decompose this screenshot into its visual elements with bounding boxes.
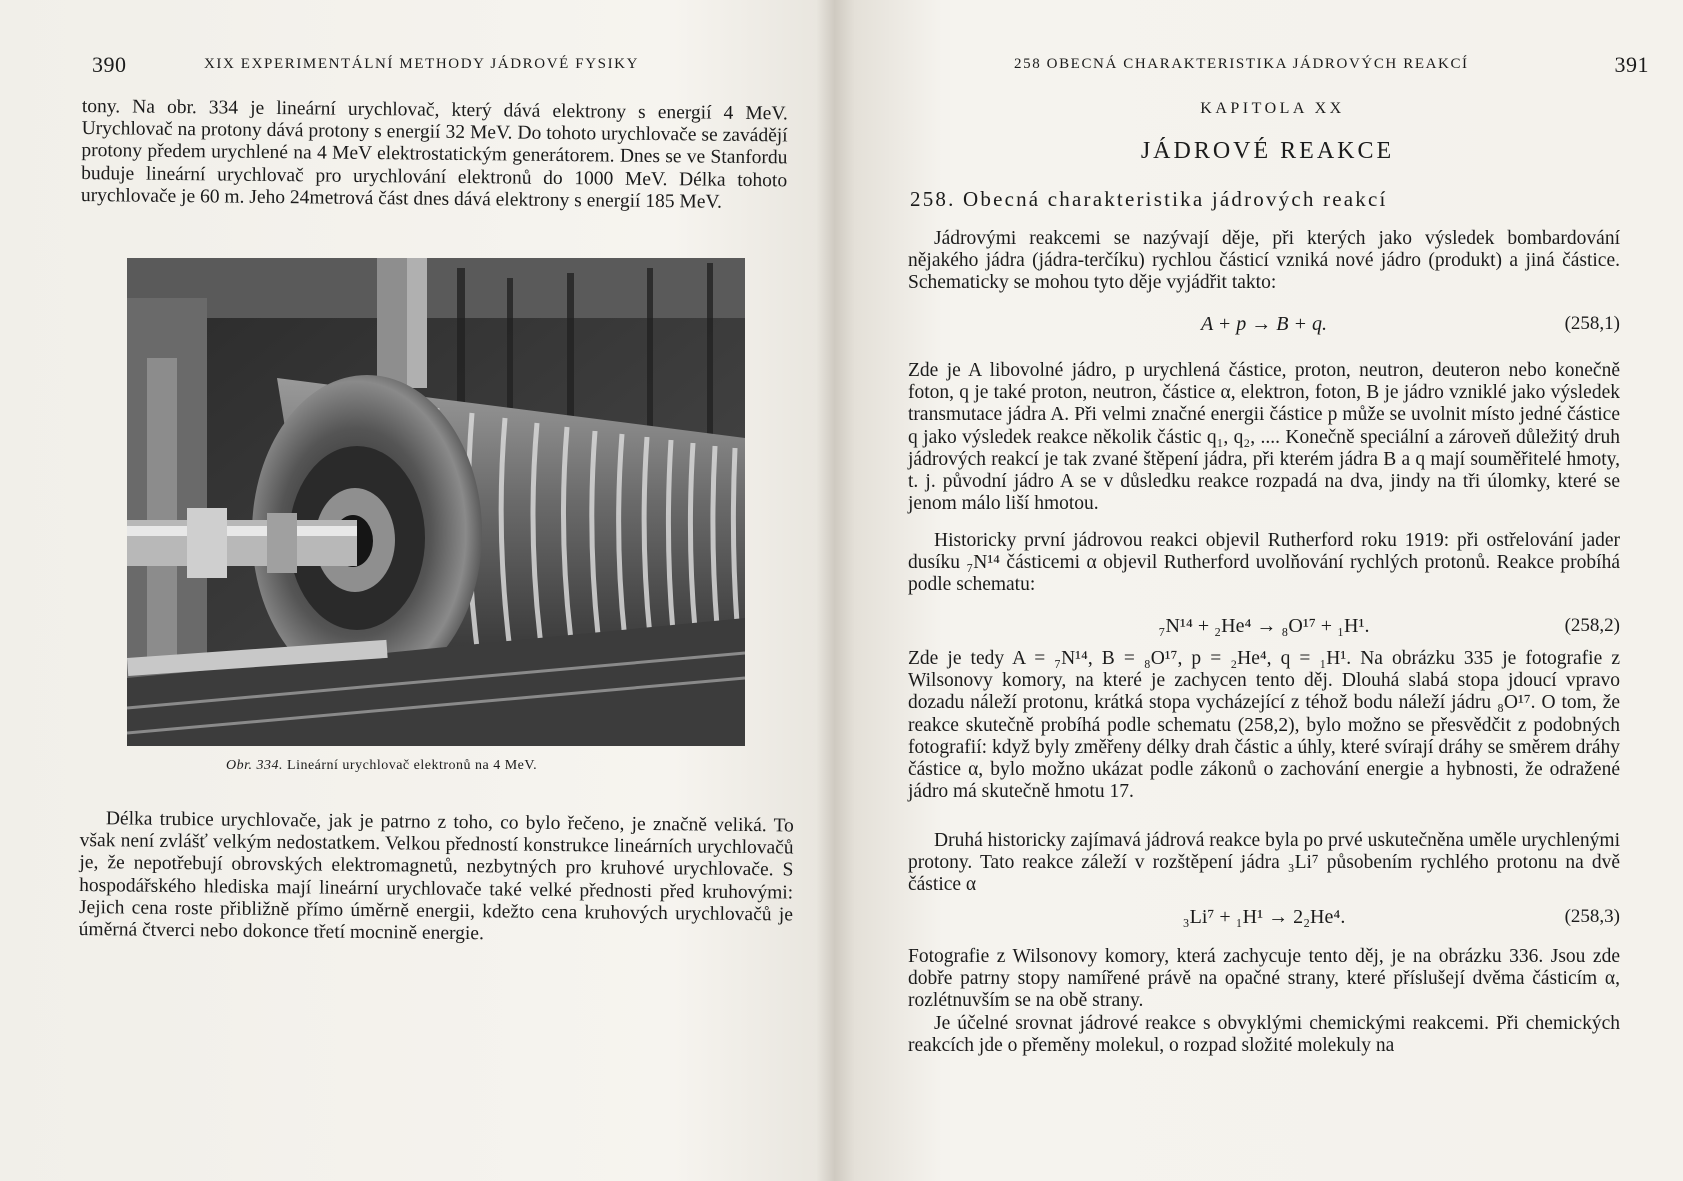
left-top-text: tony. Na obr. 334 je lineární urychlovač, který dává elektrony s energií 4 MeV. Urychlovač na protony dává protony s energií 32 MeV. Do tohoto urychlovače se zavádějí protony předem urychlené na 4 MeV elektrostatickým generátorem. Dnes se ve Stanfordu buduje lineární urychlovač pro urychlování elektronů do 1000 MeV. Délka tohoto urychlovače je 60 m. Jeho 24metrová část dnes dává elektrony s energií 185 MeV.	[80, 96, 788, 213]
figure-caption-text: Lineární urychlovač elektronů na 4 MeV.	[287, 758, 538, 773]
equation-258-1	[908, 313, 1620, 339]
paragraph-2	[908, 360, 1620, 515]
paragraph-1	[908, 228, 1620, 295]
left-running-title: XIX EXPERIMENTÁLNÍ METHODY JÁDROVÉ FYSIKY	[204, 56, 640, 72]
left-bottom-paragraph	[79, 808, 794, 949]
left-page-number: 390	[92, 52, 127, 77]
paragraph-6-text: Fotografie z Wilsonovy komory, která zachycuje tento děj, je na obrázku 336. Jsou zde dobře patrny stopy namířené právě na opačné strany, které příslušejí dvěma částicím α, rozlétnuvším se na obě strany.	[908, 946, 1620, 1012]
equation-258-1-expression: A + p → B + q.	[1200, 313, 1328, 335]
paragraph-6-7	[908, 946, 1620, 1057]
equation-258-3-number: (258,3)	[1564, 906, 1620, 927]
chapter-title: JÁDROVÉ REAKCE	[1140, 138, 1395, 164]
equation-258-1-number: (258,1)	[1564, 313, 1620, 334]
right-running-head	[842, 52, 1683, 82]
paragraph-3-text: Historicky první jádrovou reakci objevil Rutherford roku 1919: při ostřelování jader dusíku ₇N¹⁴ částicemi α objevil Rutherford uvolňování rychlých protonů. Reakce probíhá podle schematu:	[908, 530, 1620, 596]
equation-258-3-expression: ₃Li⁷ + ₁H¹ → 2₂He⁴.	[1182, 906, 1346, 928]
right-page	[842, 0, 1683, 1181]
equation-258-3	[908, 906, 1620, 932]
paragraph-1-text: Jádrovými reakcemi se nazývají děje, při kterých jako výsledek bombardování nějakého jádra (jádra-terčíku) rychlou částicí vzniká nové jádro (produkt) a jiná částice. Schematicky se mohou tyto děje vyjádřit takto:	[908, 228, 1620, 294]
paragraph-7-text: Je účelné srovnat jádrové reakce s obvyklými chemickými reakcemi. Při chemických reakcích jde o přeměny molekul, o rozpad složité molekuly na	[908, 1012, 1620, 1056]
paragraph-5-text: Druhá historicky zajímavá jádrová reakce byla po prvé uskutečněna uměle urychlenými protony. Tato reakce záleží v rozštěpení jádra ₃Li⁷ působením rychlého protonu na dvě částice α	[908, 830, 1620, 896]
equation-258-2-number: (258,2)	[1564, 615, 1620, 636]
left-running-head	[0, 52, 835, 82]
chapter-label: KAPITOLA XX	[1200, 100, 1345, 117]
paragraph-5	[908, 830, 1620, 897]
figure-caption	[226, 758, 537, 774]
figure-caption-label: Obr. 334.	[226, 758, 284, 773]
section-title: 258. Obecná charakteristika jádrových reakcí	[910, 187, 1388, 211]
accelerator-photo	[127, 258, 745, 746]
paragraph-3	[908, 530, 1620, 597]
right-page-number: 391	[1614, 52, 1649, 77]
right-running-title: 258 OBECNÁ CHARAKTERISTIKA JÁDROVÝCH REAKCÍ	[1014, 56, 1469, 72]
equation-258-2-expression: ₇N¹⁴ + ₂He⁴ → ₈O¹⁷ + ₁H¹.	[1158, 615, 1370, 637]
accelerator-photo-image	[127, 258, 745, 746]
left-bottom-text: Délka trubice urychlovače, jak je patrno z toho, co bylo řečeno, je značně veliká. To však není zvlášť velkým nedostatkem. Velkou předností konstrukce lineárních urychlovačů je, že nepotřebují obrovských elektromagnetů, nezbytných pro kruhové urychlovače. S hospodářského hlediska mají lineární urychlovače také velké přednosti před kruhovými: Jejich cena roste přibližně přímo úměrně energii, kdežto cena kruhových urychlovačů je úměrná čtverci nebo dokonce třetí mocnině energie.	[78, 808, 794, 945]
left-page	[0, 0, 835, 1181]
paragraph-4	[908, 648, 1620, 803]
left-top-paragraph	[81, 96, 788, 214]
paragraph-4-text: Zde je tedy A = ₇N¹⁴, B = ₈O¹⁷, p = ₂He⁴, q = ₁H¹. Na obrázku 335 je fotografie z Wilsonovy komory, na které je zachycen tento děj. Dlouhá slabá stopa jdoucí vpravo dozadu náleží protonu, krátká stopa vycházející z téhož bodu náleží jádru ₈O¹⁷. O tom, že reakce skutečně probíhá podle schematu (258,2), bylo možno se přesvědčit z podobných fotografií: když byly změřeny délky drah částic a úhly, které svírají dráhy se směrem dráhy částice α, bylo možno ukázat podle zákonů o zachování energie a hybnosti, že odražené jádro má skutečně hmotu 17.	[908, 648, 1620, 803]
paragraph-2-text: Zde je A libovolné jádro, p urychlená částice, proton, neutron, deuteron nebo konečně foton, q je také proton, neutron, částice α, elektron, foton, B je jádro vzniklé jako výsledek transmutace jádra A. Při velmi značné energii částice p může se uvolnit místo jedné částice q jako výsledek reakce několik částic q₁, q₂, .... Konečně speciální a zároveň důležitý druh jádrových reakcí je tak zvané štěpení jádra, při kterém jádra B a q mají souměřitelé hmoty, t. j. původní jádro A se v důsledku reakce rozpadá na dva, jindy na tři úlomky, které se jenom málo liší hmotou.	[908, 360, 1620, 515]
equation-258-2	[908, 615, 1620, 641]
